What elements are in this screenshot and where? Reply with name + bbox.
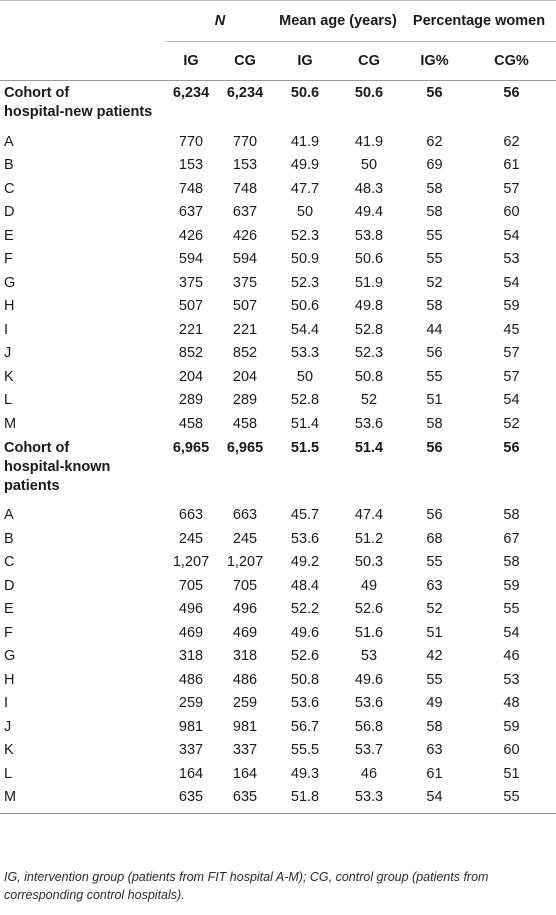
table-cell: 637: [178, 204, 204, 221]
hospital-label: H: [4, 671, 15, 688]
table-cell: 52.8: [354, 321, 384, 338]
table-row: [0, 715, 556, 739]
table-cell: 51: [503, 765, 520, 782]
sub-header-cell: CG: [336, 42, 402, 81]
table-cell: 221: [232, 321, 258, 338]
table-cell: 50: [360, 157, 378, 174]
hospital-label: A: [4, 133, 14, 150]
table-row: [0, 762, 556, 786]
table-cell: 50: [296, 368, 314, 385]
table-cell: 52.3: [290, 227, 320, 244]
sub-header-cell: IG%: [402, 42, 467, 81]
table-cell: 49.6: [290, 624, 320, 641]
table-cell: 50.6: [290, 298, 320, 315]
table-cell: 318: [178, 648, 204, 665]
table-cell: 51: [426, 392, 443, 409]
hospital-label: M: [0, 786, 166, 814]
cohort-total-cell: 6,234: [172, 85, 210, 101]
table-cell: 52.8: [290, 392, 320, 409]
table-cell: 58: [426, 415, 443, 432]
table-cell: 50.6: [354, 251, 384, 268]
table-cell: 49.3: [290, 765, 320, 782]
table-cell: 507: [232, 298, 258, 315]
table-cell: 47.7: [290, 180, 320, 197]
table-cell: 705: [178, 577, 204, 594]
table-cell: 705: [232, 577, 258, 594]
table-cell: 55: [426, 368, 443, 385]
table-cell: 981: [232, 718, 258, 735]
hospital-label: F: [4, 251, 13, 268]
table-cell: 51.6: [354, 624, 384, 641]
table-cell: 337: [178, 742, 204, 759]
hospital-label: L: [4, 765, 13, 782]
cohort-label-line: Cohort of: [4, 439, 70, 456]
table-cell: 52: [360, 392, 378, 409]
table-cell: 46: [503, 648, 520, 665]
table-cell: 55: [426, 671, 443, 688]
table-cell: 53.6: [354, 695, 384, 712]
table-cell: 52.6: [354, 601, 384, 618]
table-cell: 67: [503, 530, 520, 547]
cohort-label-line: hospital-new patients: [4, 104, 153, 120]
table-cell: 426: [232, 227, 258, 244]
table-row: [0, 342, 556, 366]
table-cell: 54: [503, 227, 520, 244]
hospital-label: G: [4, 648, 16, 665]
table-cell: 50.8: [354, 368, 384, 385]
table-cell: 663: [232, 507, 258, 524]
table-cell: 48.3: [354, 180, 384, 197]
table-cell: 50.9: [290, 251, 320, 268]
table-cell: 51.8: [274, 786, 336, 814]
table-cell: 52.6: [290, 648, 320, 665]
table-cell: 245: [232, 530, 258, 547]
table-row: [0, 739, 556, 763]
table-cell: 469: [178, 624, 204, 641]
table-cell: 58: [503, 507, 520, 524]
sub-header-cell: CG: [216, 42, 274, 81]
table-cell: 48: [503, 695, 520, 712]
table-cell: 52: [426, 601, 443, 618]
cohort-row: [0, 81, 556, 125]
table-cell: 458: [178, 415, 204, 432]
table-cell: 663: [178, 507, 204, 524]
table-cell: 49.8: [354, 298, 384, 315]
table-row: [0, 201, 556, 225]
table-cell: 52: [426, 274, 443, 291]
table-cell: 164: [178, 765, 204, 782]
table-cell: 748: [232, 180, 258, 197]
table-cell: 57: [503, 180, 520, 197]
table-cell: 50.3: [354, 554, 384, 571]
table-cell: 51: [426, 624, 443, 641]
table-row: [0, 248, 556, 272]
table-row: [0, 124, 556, 154]
table-cell: 204: [178, 368, 204, 385]
table-cell: 69: [426, 157, 443, 174]
sub-header-cell: IG: [166, 42, 216, 81]
table-row: [0, 668, 556, 692]
table-cell: 57: [503, 368, 520, 385]
table-cell: 49: [426, 695, 443, 712]
table-row: [0, 527, 556, 551]
table-cell: 56.7: [290, 718, 320, 735]
table-cell: 852: [232, 345, 258, 362]
table-cell: 486: [232, 671, 258, 688]
hospital-label: E: [4, 227, 14, 244]
table-cell: 57: [503, 345, 520, 362]
group-header-mean-age: Mean age (years): [274, 1, 402, 42]
table-cell: 748: [178, 180, 204, 197]
cohort-label-line: patients: [4, 477, 60, 494]
table-cell: 51.9: [354, 274, 384, 291]
cohort-label: [0, 81, 166, 125]
table-cell: 51.4: [290, 415, 320, 432]
table-cell: 245: [178, 530, 204, 547]
table-cell: 221: [178, 321, 204, 338]
table-cell: 50: [296, 204, 314, 221]
table-cell: 496: [232, 601, 258, 618]
table-row: [0, 645, 556, 669]
table-cell: 53.6: [354, 415, 384, 432]
table-cell: 54: [503, 624, 520, 641]
table-cell: 59: [503, 577, 520, 594]
table-cell: 47.4: [354, 507, 384, 524]
cohort-total-cell: 6,965: [226, 439, 264, 456]
table-cell: 54: [503, 392, 520, 409]
hospital-label: D: [4, 577, 15, 594]
table-cell: 426: [178, 227, 204, 244]
table-cell: 49.4: [354, 204, 384, 221]
table-cell: 153: [232, 157, 258, 174]
group-header-row: [0, 1, 556, 42]
table-cell: 54: [402, 786, 467, 814]
table-cell: 49.6: [354, 671, 384, 688]
cohort-label: [0, 436, 166, 498]
table-cell: 594: [232, 251, 258, 268]
hospital-label: L: [4, 392, 13, 409]
cohort-total-cell: 6,234: [226, 85, 264, 101]
table-cell: 58: [503, 554, 520, 571]
table-cell: 54: [503, 274, 520, 291]
table-cell: 507: [178, 298, 204, 315]
table-cell: 60: [503, 204, 520, 221]
table-cell: 44: [426, 321, 443, 338]
table-cell: 53.3: [290, 345, 320, 362]
table-cell: 63: [426, 577, 443, 594]
hospital-label: A: [4, 507, 14, 524]
table-cell: 61: [426, 765, 443, 782]
hospital-label: I: [4, 321, 9, 338]
table-cell: 458: [232, 415, 258, 432]
table-cell: 289: [178, 392, 204, 409]
table-cell: 56: [426, 507, 443, 524]
hospital-label: H: [4, 298, 15, 315]
table-cell: 53: [503, 671, 520, 688]
table-cell: 289: [232, 392, 258, 409]
table-cell: 45: [503, 321, 520, 338]
table-cell: 53.6: [290, 530, 320, 547]
table-cell: 46: [360, 765, 378, 782]
hospital-label: J: [4, 718, 12, 735]
cohort-label-line: Cohort of: [4, 85, 70, 101]
cohort-total-cell: 6,965: [172, 439, 210, 456]
table-row: [0, 295, 556, 319]
corner-cell: [0, 42, 166, 81]
table-cell: 51.2: [354, 530, 384, 547]
table-cell: 49.2: [290, 554, 320, 571]
table-cell: 55: [503, 601, 520, 618]
cohort-total-cell: 56: [503, 85, 520, 101]
table-cell: 61: [503, 157, 520, 174]
table-cell: 48.4: [290, 577, 320, 594]
hospital-label: B: [4, 157, 14, 174]
table-cell: 50.8: [290, 671, 320, 688]
table-cell: 55: [426, 251, 443, 268]
hospital-label: D: [4, 204, 15, 221]
hospital-label: B: [4, 530, 14, 547]
hospital-label: I: [4, 695, 9, 712]
table-cell: 62: [503, 133, 520, 150]
table-cell: 496: [178, 601, 204, 618]
table-row: [0, 692, 556, 716]
table-cell: 164: [232, 765, 258, 782]
table-row: [0, 271, 556, 295]
table-cell: 42: [426, 648, 443, 665]
table-cell: 1,207: [226, 554, 264, 571]
table-cell: 59: [503, 298, 520, 315]
table-row: [0, 598, 556, 622]
table-row: [0, 621, 556, 645]
table-cell: 53.6: [290, 695, 320, 712]
table-cell: 52: [503, 415, 520, 432]
table-cell: 1,207: [172, 554, 210, 571]
table-cell: 375: [232, 274, 258, 291]
table-cell: 770: [178, 133, 204, 150]
cohort-total-cell: 51.5: [290, 439, 320, 456]
table-row: [0, 224, 556, 248]
table-cell: 63: [426, 742, 443, 759]
table-cell: 204: [232, 368, 258, 385]
table-cell: 53: [360, 648, 378, 665]
table-footnote: IG, intervention group (patients from FIT hospital A-M); CG, control group (patients from corresponding control hospitals).: [4, 870, 489, 902]
table-cell: 56.8: [354, 718, 384, 735]
table-row: [0, 154, 556, 178]
group-header-n: N: [166, 1, 274, 42]
table-cell: 153: [178, 157, 204, 174]
table-cell: 469: [232, 624, 258, 641]
hospital-label: K: [4, 368, 14, 385]
table-cell: 53: [503, 251, 520, 268]
table-cell: 41.9: [290, 133, 320, 150]
table-cell: 49.9: [290, 157, 320, 174]
table-cell: 58: [426, 204, 443, 221]
table-row: [0, 318, 556, 342]
table-cell: 49: [360, 577, 378, 594]
table-cell: 55.5: [290, 742, 320, 759]
sub-header-cell: IG: [274, 42, 336, 81]
table-row: [0, 574, 556, 598]
hospital-label: C: [4, 554, 15, 571]
table-cell: 52.3: [290, 274, 320, 291]
table-cell: 52.2: [290, 601, 320, 618]
table-cell: 635: [166, 786, 216, 814]
table-cell: 55: [467, 786, 556, 814]
table-cell: 852: [178, 345, 204, 362]
table-row: [0, 389, 556, 413]
table-cell: 637: [232, 204, 258, 221]
table-cell: 58: [426, 718, 443, 735]
table-cell: 259: [232, 695, 258, 712]
cohort-row: [0, 436, 556, 498]
table-cell: 53.7: [354, 742, 384, 759]
hospital-label: F: [4, 624, 13, 641]
table-cell: 318: [232, 648, 258, 665]
table-cell: 981: [178, 718, 204, 735]
table-cell: 41.9: [354, 133, 384, 150]
table-cell: 55: [426, 554, 443, 571]
table-cell: 635: [216, 786, 274, 814]
hospital-label: E: [4, 601, 14, 618]
hospital-label: M: [4, 415, 17, 432]
table-row: [0, 412, 556, 436]
table-cell: 59: [503, 718, 520, 735]
table-cell: 337: [232, 742, 258, 759]
table-cell: 486: [178, 671, 204, 688]
cohort-total-cell: 50.6: [354, 85, 384, 101]
table-cell: 54.4: [290, 321, 320, 338]
hospital-label: K: [4, 742, 14, 759]
table-cell: 52.3: [354, 345, 384, 362]
cohort-total-cell: 51.4: [354, 439, 384, 456]
table-cell: 53.3: [336, 786, 402, 814]
sub-header-cell: CG%: [467, 42, 556, 81]
cohort-total-cell: 56: [503, 439, 520, 456]
table-cell: 58: [426, 298, 443, 315]
table-cell: 68: [426, 530, 443, 547]
table-cell: 60: [503, 742, 520, 759]
table-cell: 58: [426, 180, 443, 197]
sub-header-row: [0, 42, 556, 81]
cohort-label-line: hospital-known: [4, 458, 111, 475]
cohort-total-cell: 56: [426, 85, 443, 101]
table-row: [0, 177, 556, 201]
table-row: [0, 498, 556, 528]
table-cell: 770: [232, 133, 258, 150]
cohort-total-cell: 50.6: [290, 85, 320, 101]
table-cell: 259: [178, 695, 204, 712]
table-row: [0, 551, 556, 575]
table-cell: 53.8: [354, 227, 384, 244]
table-row: [0, 786, 556, 814]
table-cell: 375: [178, 274, 204, 291]
hospital-label: C: [4, 180, 15, 197]
table-row: [0, 365, 556, 389]
table-cell: 62: [426, 133, 443, 150]
table-body: [0, 81, 556, 814]
table-cell: 45.7: [290, 507, 320, 524]
corner-cell: [0, 1, 166, 42]
table-cell: 594: [178, 251, 204, 268]
cohort-total-cell: 56: [426, 439, 443, 456]
table-cell: 56: [426, 345, 443, 362]
hospital-label: G: [4, 274, 16, 291]
group-header-percentage-women: Percentage women: [402, 1, 556, 42]
table-cell: 55: [426, 227, 443, 244]
hospital-label: J: [4, 345, 12, 362]
